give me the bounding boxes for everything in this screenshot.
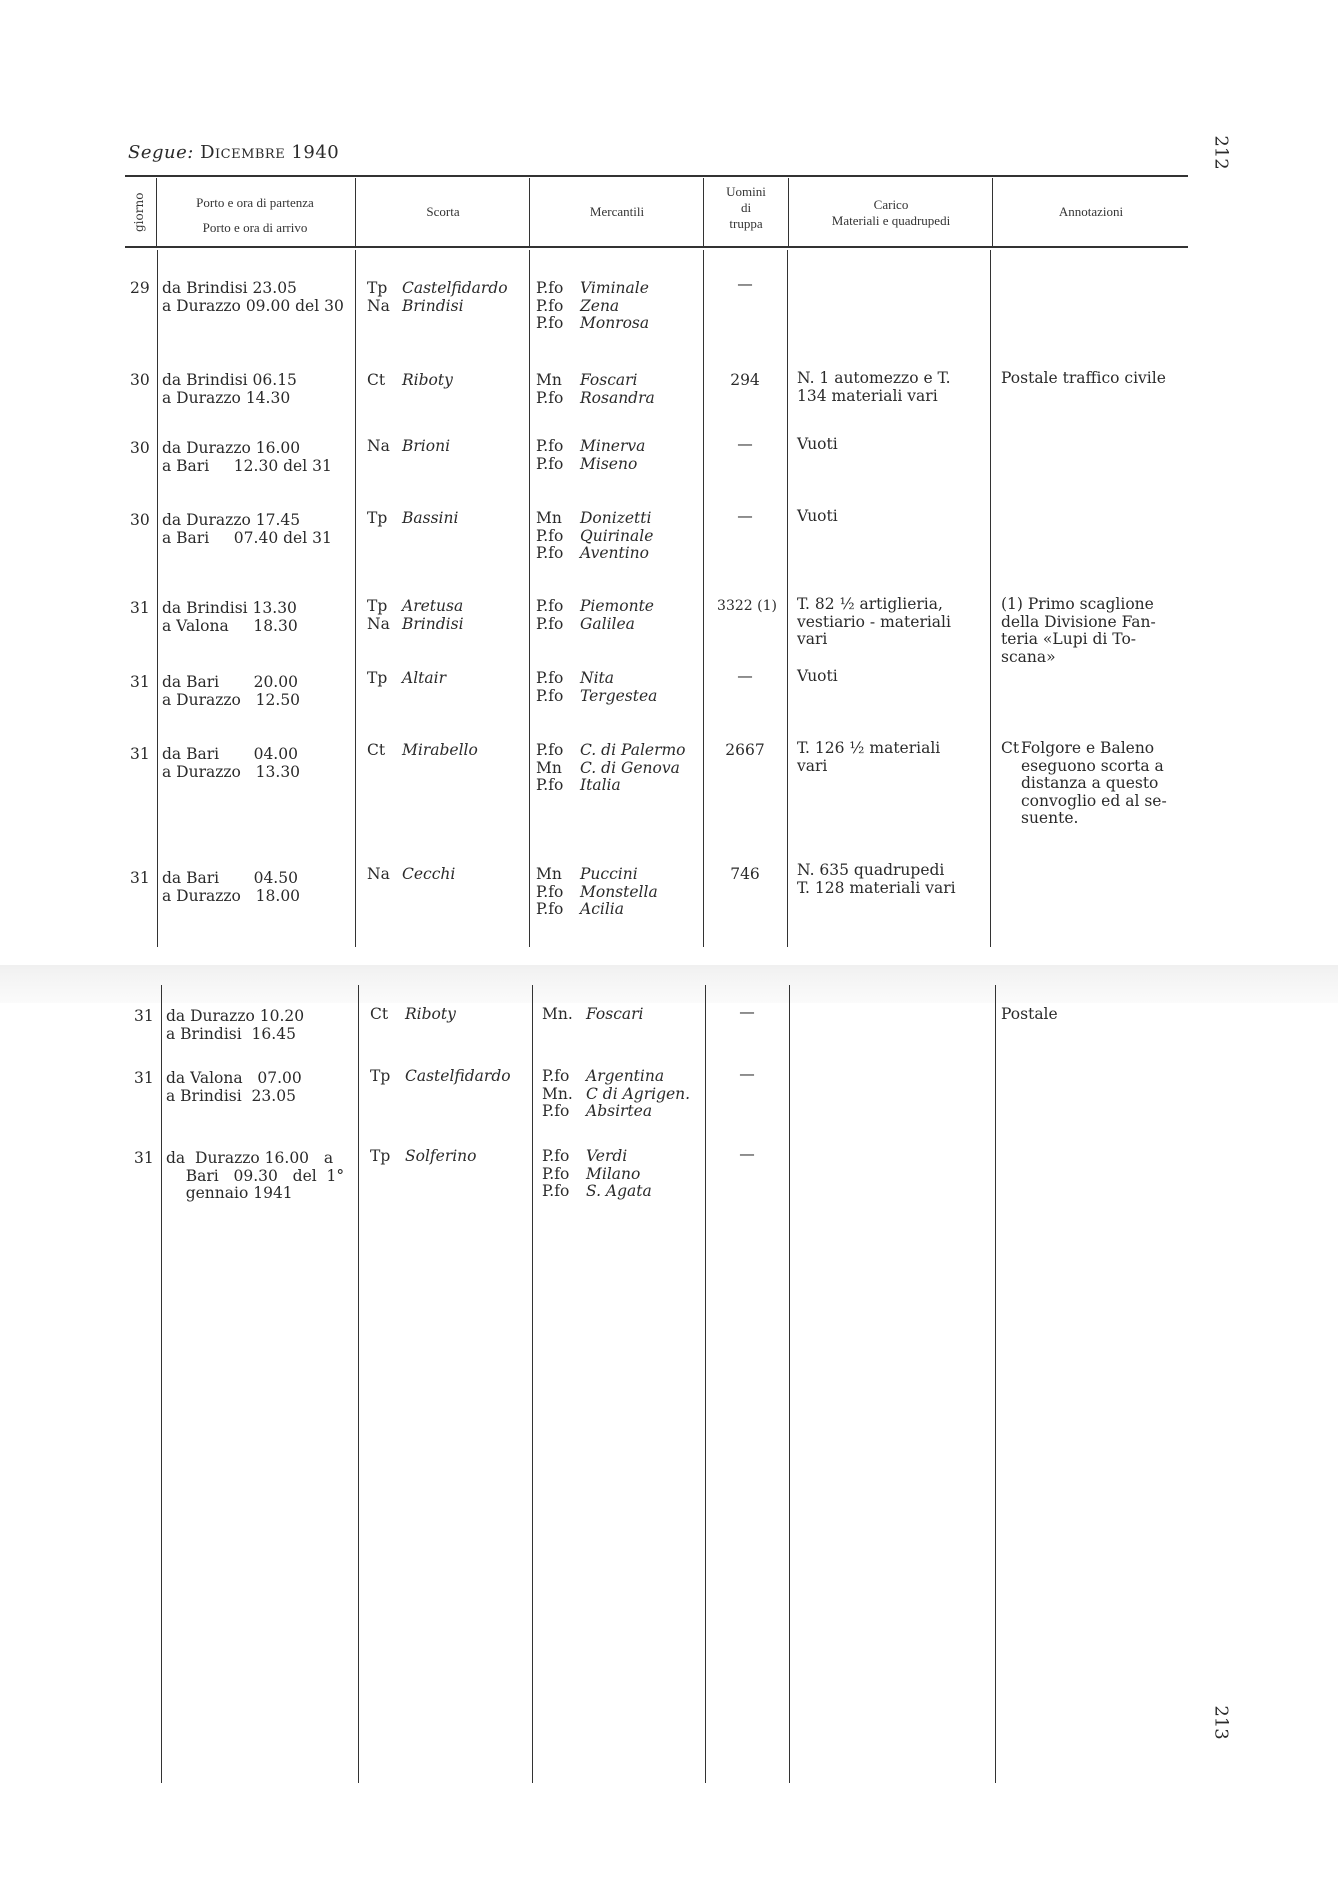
row-8-scorta-type: Na [367,865,390,883]
row-2-scorta-type: Ct [367,371,386,389]
row-11-giorno: 31 [134,1149,154,1167]
row-2-giorno: 30 [130,371,150,389]
row-1-porto: da Brindisi 23.05 a Durazzo 09.00 del 30 [162,279,344,315]
row-6-scorta-type: Tp [367,669,388,687]
row-5-uomini: 3322 (1) [717,598,777,614]
col-header-arrivo: Porto e ora di arrivo [202,220,308,235]
row-7-uomini: 2667 [725,741,765,759]
col-header-mercantili: Mercantili [589,204,645,219]
body-sep-5b [789,985,790,1783]
row-3-uomini: — [737,435,753,453]
row-6-merc-name: Nita Tergestea [580,669,658,705]
row-4-merc-name: Donizetti Quirinale Aventino [580,509,654,562]
row-5-scorta-type: Tp Na [367,597,390,633]
row-1-giorno: 29 [130,279,150,297]
row-7-giorno: 31 [130,745,150,763]
body-sep-6b [995,985,996,1783]
row-8-uomini: 746 [730,865,760,883]
row-1-uomini: — [737,275,753,293]
row-6-uomini: — [737,667,753,685]
hdr-sep-2 [355,178,356,246]
row-11-porto: da Durazzo 16.00 a Bari 09.30 del 1° gennaio 1941 [166,1149,345,1202]
hdr-sep-1 [156,178,157,246]
row-2-uomini: 294 [730,371,760,389]
body-sep-4a [703,250,704,947]
row-8-scorta-name: Cecchi [402,865,456,883]
row-5-merc-name: Piemonte Galilea [580,597,654,633]
row-2-carico: N. 1 automezzo e T. 134 materiali vari [797,369,951,405]
row-2-annotazioni: Postale traffico civile [1001,369,1166,387]
row-5-merc-type: P.fo P.fo [536,597,564,633]
hdr-sep-5 [788,178,789,246]
row-8-merc-type: Mn P.fo P.fo [536,865,564,918]
row-3-merc-type: P.fo P.fo [536,437,564,473]
col-header-giorno: giorno [132,192,146,232]
row-3-merc-name: Minerva Miseno [580,437,646,473]
row-10-uomini: — [739,1065,755,1083]
row-11-scorta-type: Tp [370,1147,391,1165]
row-4-scorta-name: Bassini [402,509,459,527]
heading-prefix: Segue: [128,142,194,163]
hdr-sep-4 [703,178,704,246]
col-header-annotazioni: Annotazioni [1058,204,1124,219]
body-sep-1b [161,985,162,1783]
row-3-porto: da Durazzo 16.00 a Bari 12.30 del 31 [162,439,332,475]
row-4-porto: da Durazzo 17.45 a Bari 07.40 del 31 [162,511,332,547]
row-5-giorno: 31 [130,599,150,617]
body-sep-3b [532,985,533,1783]
body-sep-3a [529,250,530,947]
row-9-porto: da Durazzo 10.20 a Brindisi 16.45 [166,1007,305,1043]
row-1-merc-name: Viminale Zena Monrosa [580,279,650,332]
row-9-annotazioni: Postale [1001,1005,1058,1023]
row-11-scorta-name: Solferino [405,1147,477,1165]
row-9-uomini: — [739,1003,755,1021]
row-5-scorta-name: Aretusa Brindisi [402,597,464,633]
row-7-annotazioni: Folgore e Baleno eseguono scorta a distanza a questo convoglio ed al se- suente. [1021,739,1167,827]
row-4-merc-type: Mn P.fo P.fo [536,509,564,562]
row-10-merc-type: P.fo Mn. P.fo [542,1067,573,1120]
row-5-porto: da Brindisi 13.30 a Valona 18.30 [162,599,298,635]
row-8-giorno: 31 [130,869,150,887]
row-10-porto: da Valona 07.00 a Brindisi 23.05 [166,1069,302,1105]
row-7-scorta-type: Ct [367,741,386,759]
row-10-merc-name: Argentina C di Agrigen. Absirtea [586,1067,691,1120]
scan-band [0,965,1338,1003]
row-4-giorno: 30 [130,511,150,529]
row-8-merc-name: Puccini Monstella Acilia [580,865,658,918]
row-10-scorta-name: Castelfidardo [405,1067,511,1085]
col-header-scorta: Scorta [426,204,460,219]
row-8-carico: N. 635 quadrupedi T. 128 materiali vari [797,861,956,897]
row-7-merc-type: P.fo Mn P.fo [536,741,564,794]
row-10-giorno: 31 [134,1069,154,1087]
row-7-scorta-name: Mirabello [402,741,478,759]
col-header-uomini: Uomini di truppa [726,184,766,231]
row-6-carico: Vuoti [797,667,838,685]
row-2-scorta-name: Riboty [402,371,453,389]
page-number-bottom: 213 [1210,1705,1232,1740]
row-3-scorta-type: Na [367,437,390,455]
table-header-rule [125,246,1188,248]
row-9-scorta-name: Riboty [405,1005,456,1023]
hdr-sep-6 [992,178,993,246]
body-sep-4b [705,985,706,1783]
row-6-scorta-name: Altair [402,669,446,687]
row-11-uomini: — [739,1145,755,1163]
row-6-giorno: 31 [130,673,150,691]
row-5-carico: T. 82 ½ artiglieria, vestiario - materiali vari [797,595,951,648]
row-9-scorta-type: Ct [370,1005,389,1023]
row-1-merc-type: P.fo P.fo P.fo [536,279,564,332]
hdr-sep-3 [529,178,530,246]
row-7-annotazioni-type: Ct [1001,739,1020,757]
body-sep-1a [157,250,158,947]
table-top-rule [125,175,1188,177]
row-11-merc-name: Verdi Milano S. Agata [586,1147,652,1200]
page-number-top: 212 [1210,135,1232,170]
row-4-scorta-type: Tp [367,509,388,527]
row-1-scorta-name: Castelfidardo Brindisi [402,279,508,315]
col-header-partenza: Porto e ora di partenza [196,195,314,210]
row-7-porto: da Bari 04.00 a Durazzo 13.30 [162,745,301,781]
row-7-merc-name: C. di Palermo C. di Genova Italia [580,741,686,794]
row-2-merc-name: Foscari Rosandra [580,371,655,407]
row-4-uomini: — [737,507,753,525]
page-heading [128,142,339,163]
row-10-scorta-type: Tp [370,1067,391,1085]
col-header-carico: Carico Materiali e quadrupedi [831,197,951,228]
row-9-merc-name: Foscari [586,1005,644,1023]
row-9-merc-type: Mn. [542,1005,573,1023]
row-2-merc-type: Mn P.fo [536,371,564,407]
body-sep-2a [355,250,356,947]
row-6-merc-type: P.fo P.fo [536,669,564,705]
row-2-porto: da Brindisi 06.15 a Durazzo 14.30 [162,371,297,407]
heading-month: Dicembre 1940 [200,142,340,163]
row-7-carico: T. 126 ½ materiali vari [797,739,941,775]
row-3-carico: Vuoti [797,435,838,453]
row-3-scorta-name: Brioni [402,437,451,455]
row-1-scorta-type: Tp Na [367,279,390,315]
row-3-giorno: 30 [130,439,150,457]
row-5-annotazioni: (1) Primo scaglione della Divisione Fan- teria «Lupi di To- scana» [1001,595,1156,666]
row-4-carico: Vuoti [797,507,838,525]
body-sep-2b [358,985,359,1783]
row-6-porto: da Bari 20.00 a Durazzo 12.50 [162,673,301,709]
row-8-porto: da Bari 04.50 a Durazzo 18.00 [162,869,301,905]
row-9-giorno: 31 [134,1007,154,1025]
row-11-merc-type: P.fo P.fo P.fo [542,1147,570,1200]
body-sep-6a [990,250,991,947]
